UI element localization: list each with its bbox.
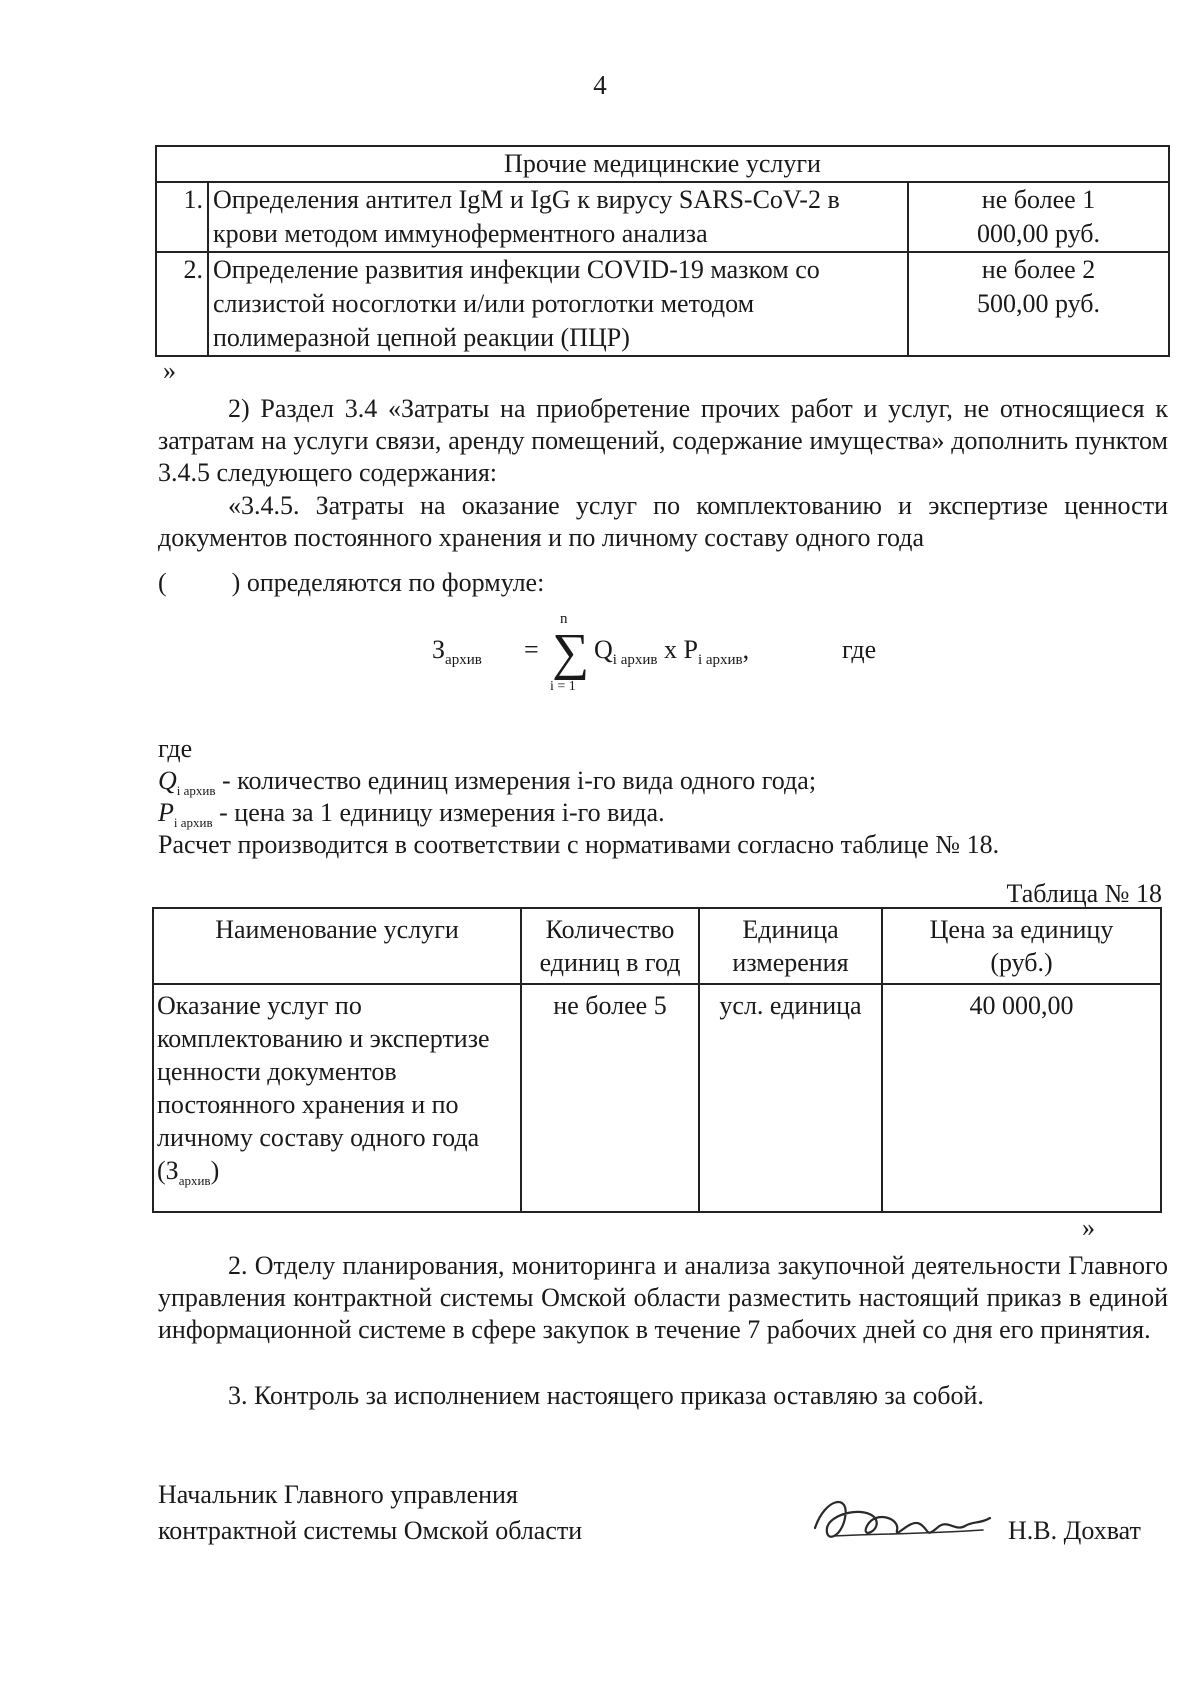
row-number: 2. (156, 252, 208, 356)
price-line: 500,00 руб. (976, 289, 1101, 318)
quantity-cell: не более 5 (521, 984, 699, 1212)
closing-quote: » (1082, 1213, 1095, 1242)
signatory-title-line: контрактной системы Омской области (158, 1516, 583, 1545)
table-header: Прочие медицинские услуги (156, 146, 1169, 182)
formula-lhs (432, 635, 482, 668)
formula-rhs (594, 635, 750, 668)
formula-p-symbol: P (683, 635, 698, 664)
formula-lhs-subscript: архив (445, 652, 482, 668)
handwritten-signature (805, 1488, 995, 1558)
definition-p-symbol: P (158, 798, 174, 827)
definition-p-text: - цена за 1 единицу измерения i-го вида. (212, 798, 665, 827)
definition-q (158, 765, 1158, 801)
definition-p-subscript: i архив (173, 815, 213, 830)
service-price (908, 252, 1169, 356)
service-name-end: ) (210, 1156, 220, 1185)
price-line: не более 2 (981, 255, 1096, 284)
row-number: 1. (156, 182, 208, 252)
cost-formula (432, 611, 902, 705)
where-label: где (158, 734, 193, 763)
service-name: Оказание услуг по комплектованию и экспертизе ценности документов постоянного хранения и по личному составу одного года (З (157, 991, 490, 1185)
formula-times: x (663, 635, 677, 664)
archive-services-table (152, 907, 1162, 1213)
header-unit-line: измерения (732, 948, 849, 977)
formula-where: где (842, 635, 877, 664)
header-quantity-line: единиц в год (539, 948, 681, 977)
item-3-paragraph: 3. Контроль за исполнением настоящего приказа оставляю за собой. (228, 1381, 984, 1410)
calculation-note: Расчет производится в соответствии с нормативами согласно таблице № 18. (158, 830, 1000, 859)
section-amendment-paragraph: 2) Раздел 3.4 «Затраты на приобретение прочих работ и услуг, не относящиеся к затратам на услуги связи, аренду помещений, содержание имущества» дополнить пунктом 3.4.5 следующего содержания: (158, 394, 1168, 487)
header-unit (699, 908, 882, 984)
header-service-name: Наименование услуги (153, 908, 521, 984)
service-description: Определения антител IgM и IgG к вирусу SARS-CoV-2 в крови методом иммуноферментного анализа (208, 182, 908, 252)
header-price-line: Цена за единицу (929, 915, 1114, 944)
table-row (153, 984, 1161, 1212)
header-price-line: (руб.) (990, 948, 1053, 977)
header-unit-line: Единица (742, 915, 839, 944)
definition-q-subscript: i архив (176, 783, 216, 798)
price-line: не более 1 (981, 185, 1096, 214)
formula-q-symbol: Q (594, 635, 613, 664)
price-line: 000,00 руб. (976, 219, 1101, 248)
formula-intro: ( ) определяются по формуле: (158, 568, 545, 597)
header-quantity-line: Количество (545, 915, 675, 944)
definition-p (158, 797, 1158, 833)
table-caption: Таблица № 18 (1006, 879, 1162, 908)
service-name-cell (153, 984, 521, 1212)
formula-equals: = (524, 635, 539, 664)
table-header-row (156, 146, 1169, 182)
table-row (156, 182, 1169, 252)
unit-cell: усл. единица (699, 984, 882, 1212)
signatory-name: Н.В. Дохват (1008, 1516, 1141, 1545)
service-name-subscript: архив (178, 1173, 211, 1188)
service-description: Определение развития инфекции COVID-19 мазком со слизистой носоглотки и/или ротоглотки методом полимеразной цепной реакции (ПЦР) (208, 252, 908, 356)
sum-upper-limit: n (560, 611, 568, 627)
item-345-paragraph: «3.4.5. Затраты на оказание услуг по комплектованию и экспертизе ценности документов постоянного хранения и по личному составу одного года (158, 491, 1168, 552)
service-price (908, 182, 1169, 252)
header-price (882, 908, 1161, 984)
sum-lower-limit: i = 1 (550, 679, 576, 694)
definition-q-text: - количество единиц измерения i-го вида одного года; (215, 766, 817, 795)
sum-sigma: ∑ (552, 624, 590, 681)
table-header-row (153, 908, 1161, 984)
formula-p-subscript: i архив (697, 652, 743, 668)
formula-lhs-symbol: З (432, 635, 446, 664)
signatory-title-line: Начальник Главного управления (158, 1480, 518, 1509)
price-cell: 40 000,00 (882, 984, 1161, 1212)
formula-comma: , (742, 635, 750, 664)
table-row (156, 252, 1169, 356)
definition-q-symbol: Q (158, 766, 177, 795)
medical-services-table (155, 145, 1170, 357)
formula-q-subscript: i архив (612, 652, 658, 668)
item-2-paragraph: 2. Отделу планирования, мониторинга и анализа закупочной деятельности Главного управления контрактной системы Омской области разместить настоящий приказ в единой информационной системе в сфере закупок в течение 7 рабочих дней со дня его принятия. (158, 1251, 1168, 1344)
header-quantity (521, 908, 699, 984)
closing-quote: » (163, 356, 176, 385)
page-number: 4 (593, 70, 607, 100)
